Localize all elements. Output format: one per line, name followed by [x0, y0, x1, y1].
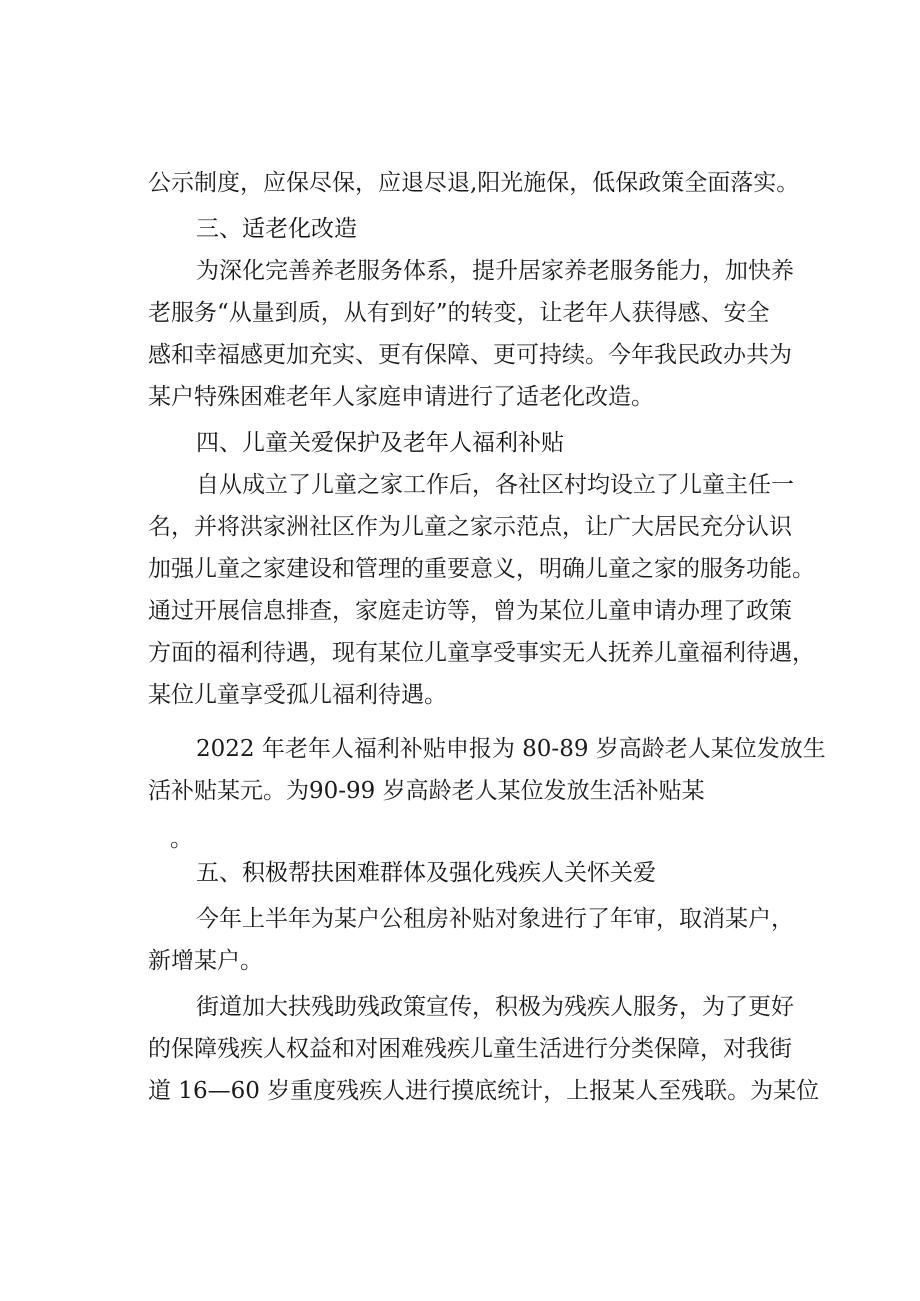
paragraph-line: 某户特殊困难老年人家庭申请进行了适老化改造。: [148, 384, 654, 410]
paragraph-line: 今年上半年为某户公租房补贴对象进行了年审，取消某户，: [196, 906, 794, 932]
paragraph-line: 名，并将洪家洲社区作为儿童之家示范点，让广大居民充分认识: [148, 514, 792, 540]
paragraph-line: 的保障残疾人权益和对困难残疾儿童生活进行分类保障，对我街: [148, 1036, 792, 1062]
paragraph-line: 某位儿童享受孤儿福利待遇。: [148, 682, 447, 708]
paragraph-line: 通过开展信息排查，家庭走访等，曾为某位儿童申请办理了政策: [148, 598, 792, 624]
stray-punctuation: 。: [170, 826, 193, 852]
paragraph-line: 方面的福利待遇，现有某位儿童享受事实无人抚养儿童福利待遇，: [148, 640, 815, 666]
paragraph-line: 加强儿童之家建设和管理的重要意义，明确儿童之家的服务功能。: [148, 556, 815, 582]
paragraph-line: 为深化完善养老服务体系，提升居家养老服务能力，加快养: [196, 258, 794, 284]
paragraph-line: 感和幸福感更加充实、更有保障、更可持续。今年我民政办共为: [148, 342, 792, 368]
section-heading: 四、儿童关爱保护及老年人福利补贴: [196, 430, 564, 456]
paragraph-line: 2022 年老年人福利补贴申报为 80-89 岁高龄老人某位发放生: [196, 736, 826, 762]
paragraph-line: 街道加大扶残助残政策宣传，积极为残疾人服务，为了更好: [196, 994, 794, 1020]
paragraph-line: 自从成立了儿童之家工作后，各社区村均设立了儿童主任一: [196, 472, 794, 498]
paragraph-line: 新增某户。: [148, 948, 263, 974]
paragraph-line: 道 16—60 岁重度残疾人进行摸底统计，上报某人至残联。为某位: [148, 1078, 820, 1104]
paragraph-line: 活补贴某元。为90-99 岁高龄老人某位发放生活补贴某: [148, 778, 705, 804]
paragraph-line: 老服务“从量到质，从有到好”的转变，让老年人获得感、安全: [148, 300, 770, 326]
section-heading: 三、适老化改造: [196, 216, 357, 242]
paragraph-line: 公示制度，应保尽保，应退尽退,阳光施保，低保政策全面落实。: [148, 170, 800, 196]
section-heading: 五、积极帮扶困难群体及强化残疾人关怀关爱: [196, 860, 656, 886]
